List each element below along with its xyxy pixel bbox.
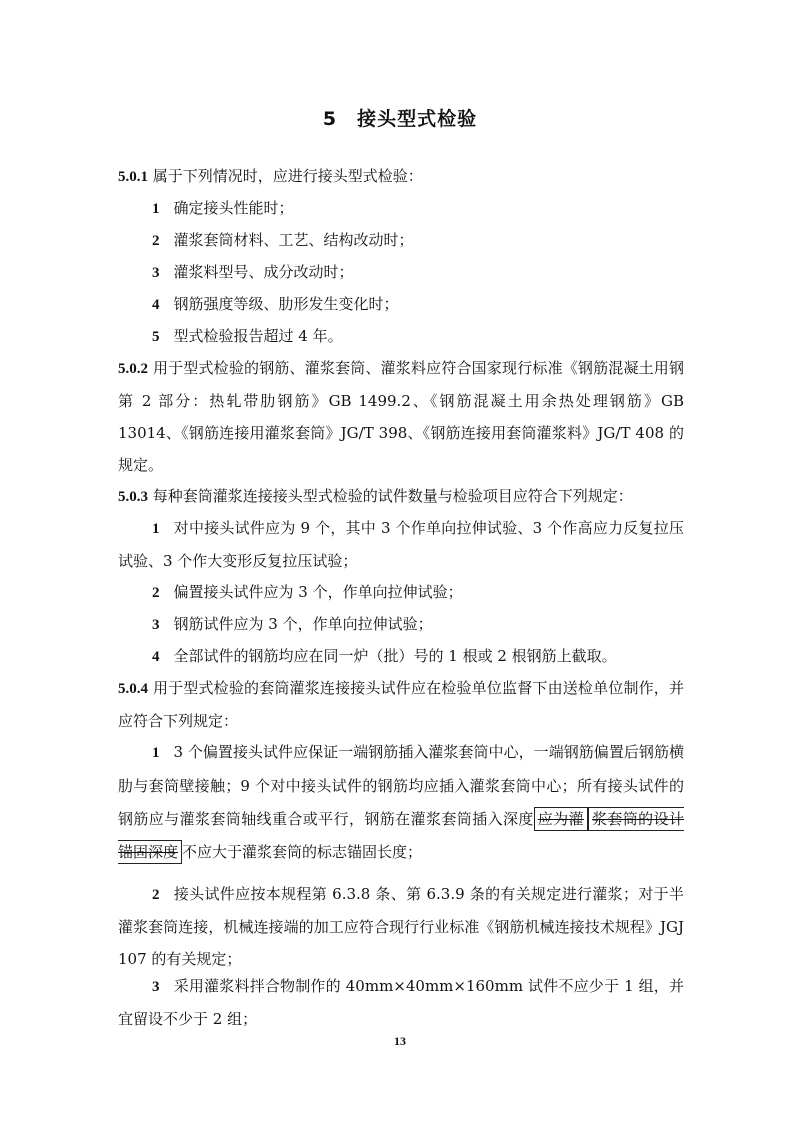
- item-number: 3: [152, 979, 160, 995]
- list-item: [118, 970, 684, 1035]
- item-number: 1: [152, 745, 160, 761]
- list-item: [118, 736, 684, 869]
- item-number: 3: [152, 617, 160, 633]
- item-number: 2: [152, 233, 160, 249]
- item-text: 对中接头试件应为 9 个，其中 3 个作单向拉伸试验、3 个作高应力反复拉压试验、3 个作大变形反复拉压试验；: [118, 519, 684, 570]
- clause-text: 属于下列情况时，应进行接头型式检验：: [152, 167, 423, 185]
- item-text: 偏置接头试件应为 3 个，作单向拉伸试验；: [173, 583, 463, 601]
- clause-5-0-3: [118, 480, 684, 513]
- list-item: [152, 256, 354, 289]
- clause-5-0-4: [118, 672, 684, 737]
- list-item: [152, 608, 433, 641]
- item-number: 5: [152, 329, 160, 345]
- section-title: [0, 104, 800, 131]
- clause-text: 每种套筒灌浆连接接头型式检验的试件数量与检验项目应符合下列规定：: [152, 487, 633, 505]
- item-number: 2: [152, 887, 160, 903]
- item-text: 采用灌浆料拌合物制作的 40mm×40mm×160mm 试件不应少于 1 组，并宜留设不少于 2 组；: [118, 977, 684, 1028]
- item-text: 确定接头性能时；: [173, 199, 294, 217]
- item-text: 型式检验报告超过 4 年。: [173, 327, 343, 345]
- clause-text: 用于型式检验的钢筋、灌浆套筒、灌浆料应符合国家现行标准《钢筋混凝土用钢 第 2 部分：热轧带肋钢筋》GB 1499.2、《钢筋混凝土用余热处理钢筋》GB 13014、《钢筋连接用灌浆套筒》JG/T 398、《钢筋连接用套筒灌浆料》JG/T 408 的规定。: [118, 359, 684, 474]
- clause-text: 用于型式检验的套筒灌浆连接接头试件应在检验单位监督下由送检单位制作，并应符合下列规定：: [118, 679, 684, 730]
- clause-5-0-1: [118, 160, 684, 193]
- item-number: 4: [152, 297, 160, 313]
- item-text: 接头试件应按本规程第 6.3.8 条、第 6.3.9 条的有关规定进行灌浆；对于半灌浆套筒连接，机械连接端的加工应符合现行行业标准《钢筋机械连接技术规程》JGJ 107 的有关规定；: [118, 885, 684, 968]
- item-text: 全部试件的钢筋均应在同一炉（批）号的 1 根或 2 根钢筋上截取。: [173, 647, 617, 665]
- list-item: [118, 512, 684, 577]
- item-text: 灌浆料型号、成分改动时；: [173, 263, 354, 281]
- item-text: 不应大于灌浆套筒的标志锚固长度；: [182, 843, 423, 861]
- list-item: [152, 224, 414, 257]
- list-item: [152, 288, 399, 321]
- list-item: [152, 576, 463, 609]
- clause-id: 5.0.1: [118, 169, 148, 185]
- item-number: 4: [152, 649, 160, 665]
- list-item: [152, 192, 294, 225]
- list-item: [152, 320, 343, 353]
- item-number: 2: [152, 585, 160, 601]
- list-item: [152, 640, 617, 673]
- struck-text: 应为灌: [534, 807, 588, 831]
- struck-text: 浆套筒的设计锚固深度: [118, 807, 684, 864]
- item-text: 3 个偏置接头试件应保证一端钢筋插入灌浆套筒中心，一端钢筋偏置后钢筋横肋与套筒壁接触；9 个对中接头试件的钢筋均应插入灌浆套筒中心；所有接头试件的钢筋应与灌浆套筒轴线重合或平行，钢筋在灌浆套筒插入深度: [118, 743, 684, 828]
- list-item: [118, 878, 684, 975]
- item-number: 1: [152, 201, 160, 217]
- clause-id: 5.0.4: [118, 681, 148, 697]
- clause-id: 5.0.2: [118, 361, 148, 377]
- item-text: 灌浆套筒材料、工艺、结构改动时；: [173, 231, 414, 249]
- item-number: 1: [152, 521, 160, 537]
- section-title-text: 接头型式检验: [357, 108, 478, 130]
- item-text: 钢筋试件应为 3 个，作单向拉伸试验；: [173, 615, 433, 633]
- page-number: 13: [394, 1034, 406, 1048]
- item-number: 3: [152, 265, 160, 281]
- section-number: 5: [322, 108, 338, 130]
- item-text: 钢筋强度等级、肋形发生变化时；: [173, 295, 399, 313]
- clause-5-0-2: [118, 352, 684, 481]
- clause-id: 5.0.3: [118, 489, 148, 505]
